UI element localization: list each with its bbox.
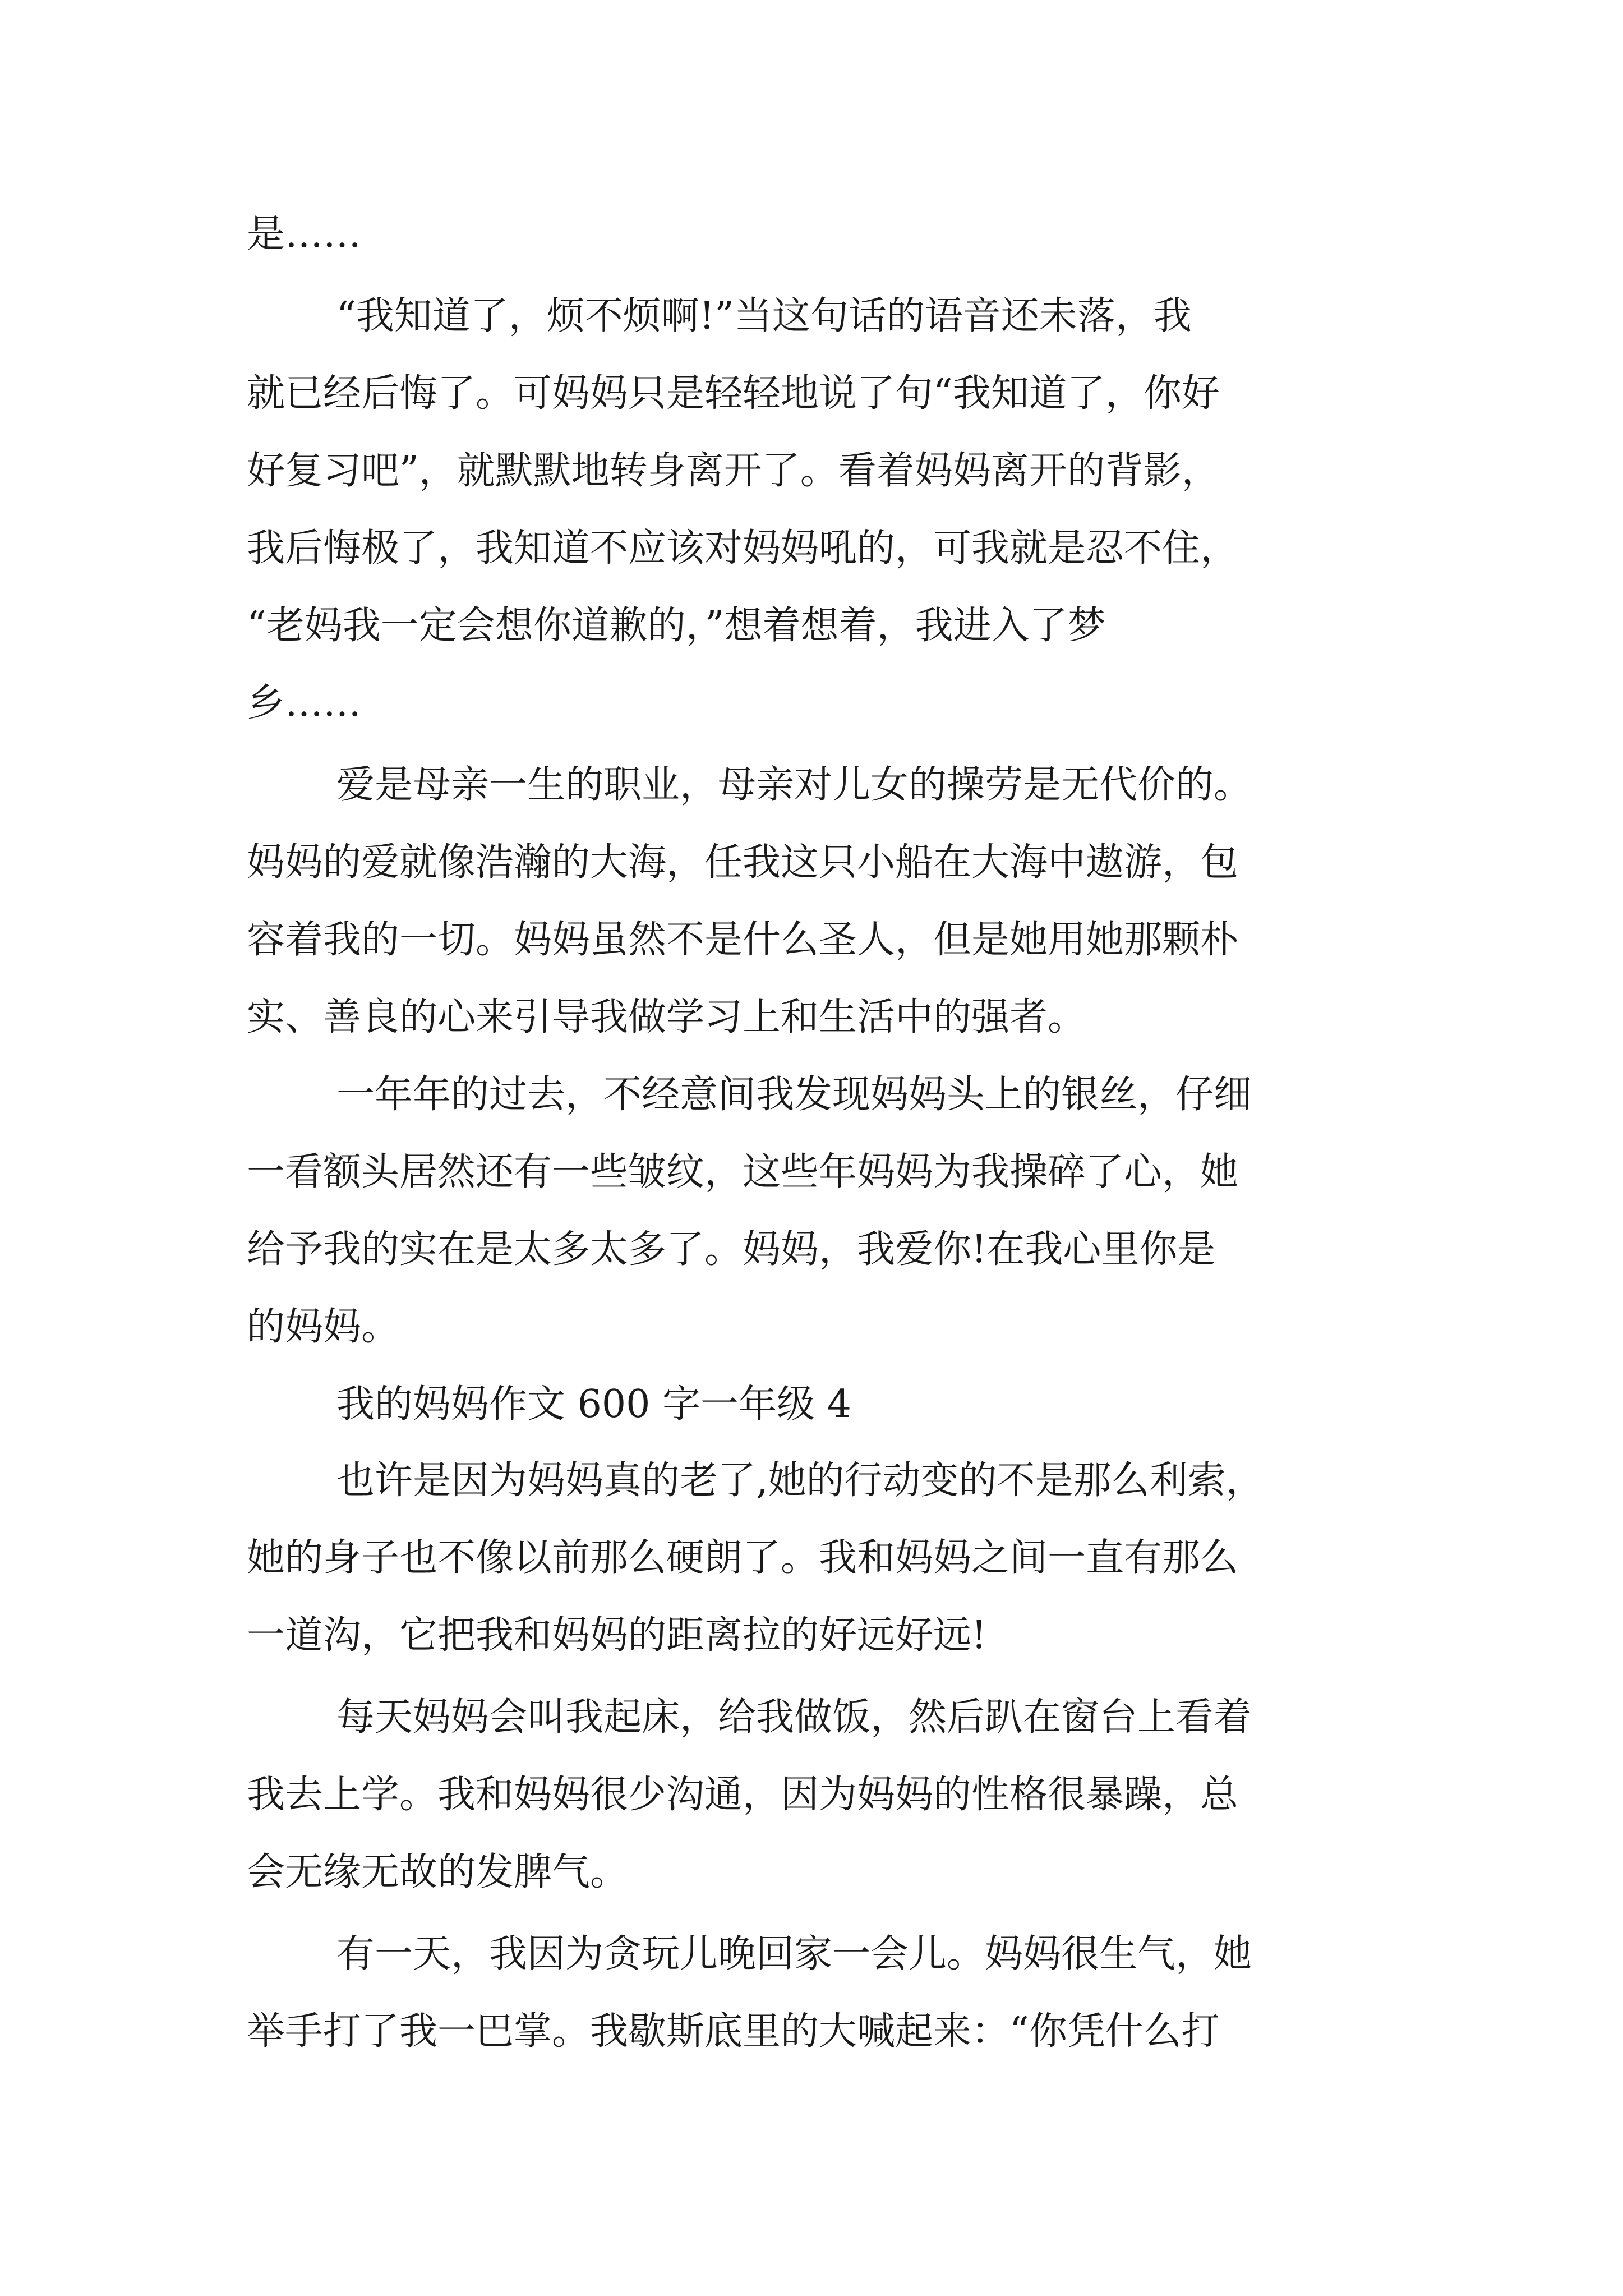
text-line: 妈妈的爱就像浩瀚的大海，任我这只小船在大海中遨游，包 — [247, 840, 1239, 885]
text-line: 会无缘无故的发脾气。 — [247, 1850, 629, 1894]
text-line: 我去上学。我和妈妈很少沟通，因为妈妈的性格很暴躁，总 — [247, 1773, 1239, 1817]
section-heading: 我的妈妈作文 600 字一年级 4 — [336, 1382, 851, 1427]
text-line: 乡…… — [247, 681, 362, 725]
text-line: 一看额头居然还有一些皱纹，这些年妈妈为我操碎了心，她 — [247, 1150, 1239, 1194]
text-line: 是…… — [247, 212, 362, 256]
text-line: 我后悔极了，我知道不应该对妈妈吼的，可我就是忍不住， — [247, 526, 1239, 570]
text-line: “老妈我一定会想你道歉的，”想着想着，我进入了梦 — [247, 604, 1106, 648]
text-line: 给予我的实在是太多太多了。妈妈，我爱你!在我心里你是 — [247, 1227, 1216, 1272]
text-line: “我知道了，烦不烦啊!”当这句话的语音还未落，我 — [336, 294, 1192, 338]
text-line: 举手打了我一巴掌。我歇斯底里的大喊起来：“你凭什么打 — [247, 2009, 1220, 2054]
text-line: 有一天，我因为贪玩儿晚回家一会儿。妈妈很生气，她 — [336, 1932, 1252, 1976]
text-line: 实、善良的心来引导我做学习上和生活中的强者。 — [247, 995, 1086, 1039]
text-line: 的妈妈。 — [247, 1305, 400, 1349]
text-line: 就已经后悔了。可妈妈只是轻轻地说了句“我知道了，你好 — [247, 371, 1220, 416]
text-line: 一年年的过去，不经意间我发现妈妈头上的银丝，仔细 — [336, 1073, 1252, 1117]
text-line: 一道沟，它把我和妈妈的距离拉的好远好远! — [247, 1613, 987, 1658]
text-line: 爱是母亲一生的职业，母亲对儿女的操劳是无代价的。 — [336, 763, 1252, 807]
text-line: 她的身子也不像以前那么硬朗了。我和妈妈之间一直有那么 — [247, 1536, 1239, 1580]
text-line: 容着我的一切。妈妈虽然不是什么圣人，但是她用她那颗朴 — [247, 918, 1239, 962]
text-line: 每天妈妈会叫我起床，给我做饭，然后趴在窗台上看着 — [336, 1695, 1252, 1740]
text-line: 好复习吧”，就默默地转身离开了。看着妈妈离开的背影， — [247, 449, 1220, 493]
text-line: 也许是因为妈妈真的老了,她的行动变的不是那么利索， — [336, 1458, 1264, 1503]
